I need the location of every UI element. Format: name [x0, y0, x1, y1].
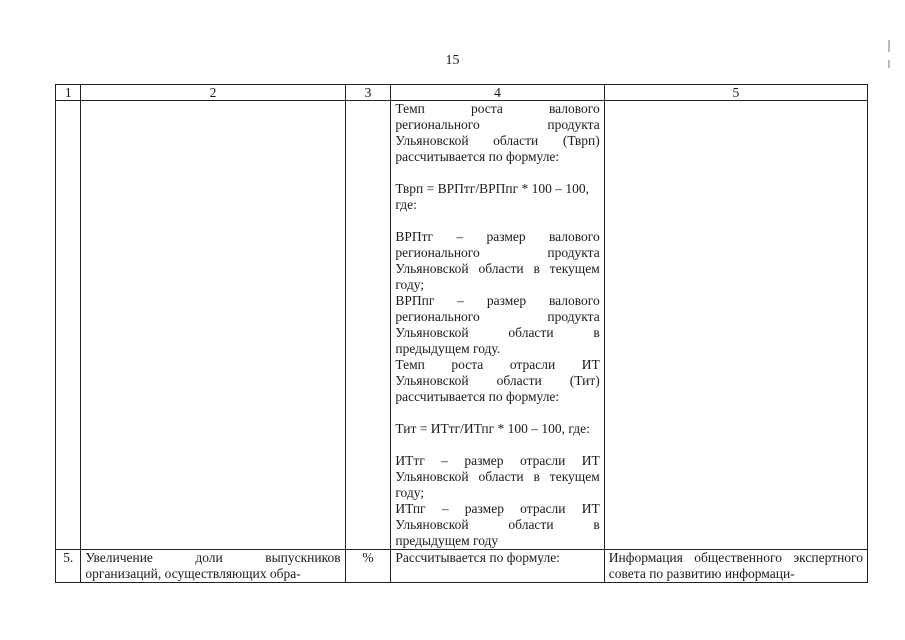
scan-speck — [888, 60, 890, 68]
method-cell — [391, 101, 604, 550]
indicator-cell — [81, 101, 345, 550]
page-number: 15 — [445, 53, 460, 68]
unit-cell — [345, 101, 391, 550]
indicator-table — [55, 84, 868, 583]
row-number-cell — [56, 101, 81, 550]
table-header-row — [56, 85, 868, 101]
method-text: Рассчитывается по формуле: — [391, 550, 604, 583]
definition: ВРПпг – размер валового регионального продукта Ульяновской области в предыдущем году. — [395, 293, 600, 356]
definition: ИТтг – размер отрасли ИТ Ульяновской области в текущем году; — [395, 453, 600, 500]
table-row — [56, 101, 868, 550]
row-number: 5. — [56, 550, 81, 583]
column-header-2: 2 — [81, 85, 345, 101]
formula: Тврп = ВРПтг/ВРПпг * 100 – 100, где: — [395, 181, 589, 212]
table-row — [56, 550, 868, 583]
column-header-3: 3 — [345, 85, 391, 101]
method-paragraph: Темп роста валового регионального продукта Ульяновской области (Тврп) рассчитывается по формуле: — [395, 101, 600, 164]
column-header-4: 4 — [391, 85, 604, 101]
column-header-1: 1 — [56, 85, 81, 101]
source-cell — [604, 101, 867, 550]
method-paragraph: Темп роста отрасли ИТ Ульяновской области (Тит) рассчитывается по формуле: — [395, 357, 600, 404]
unit-text: % — [345, 550, 391, 583]
formula: Тит = ИТтг/ИТпг * 100 – 100, где: — [395, 421, 590, 436]
definition: ВРПтг – размер валового регионального продукта Ульяновской области в текущем году; — [395, 229, 600, 292]
indicator-text: Увеличение доли выпускников организаций, осуществляющих обра- — [81, 550, 345, 583]
source-text: Информация общественного экспертного совета по развитию информаци- — [604, 550, 867, 583]
column-header-5: 5 — [604, 85, 867, 101]
scan-speck — [888, 40, 890, 52]
definition: ИТпг – размер отрасли ИТ Ульяновской области в предыдущем году — [395, 501, 600, 548]
